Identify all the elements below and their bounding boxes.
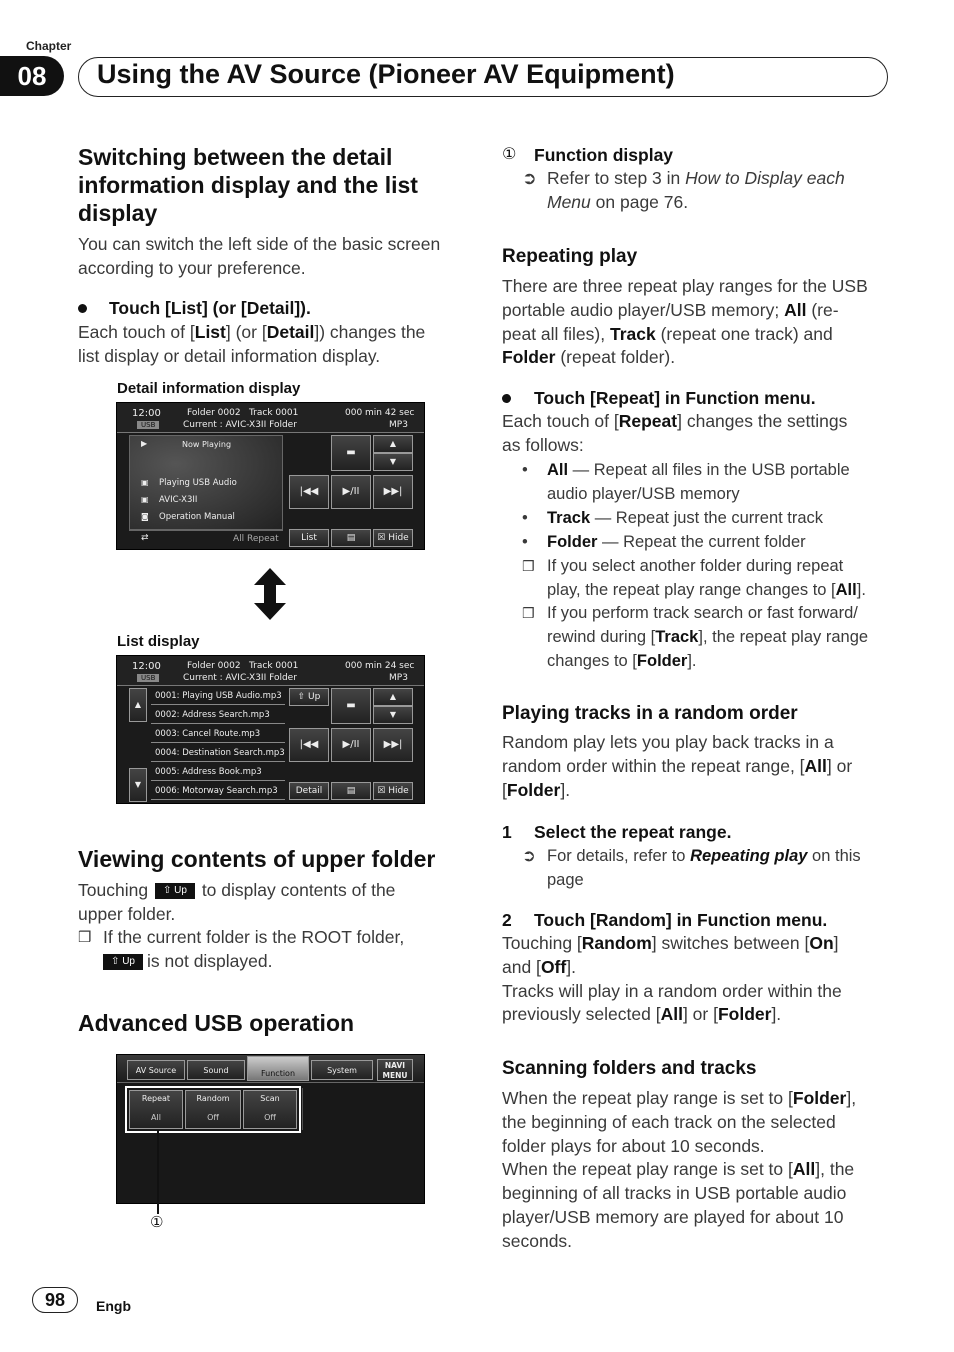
function-display-title: ① Function display	[502, 145, 674, 165]
up-button-inline: ⇧ Up	[155, 883, 195, 899]
album-icon: ◙	[141, 512, 149, 521]
upper-folder-heading: Viewing contents of upper folder	[78, 846, 436, 872]
menu-icon: ▤	[346, 786, 356, 796]
arrow-right-icon: ➲	[522, 847, 536, 865]
bullet-icon: •	[522, 461, 528, 479]
switching-intro: You can switch the left side of the basic screen according to your preference.	[78, 234, 441, 278]
play-pause-button[interactable]: ▶/II	[331, 728, 371, 762]
function-menu-screenshot	[116, 1054, 425, 1204]
list-item[interactable]: 0005: Address Book.mp3	[151, 764, 285, 781]
down-arrow-button[interactable]: ▼	[373, 706, 413, 724]
chapter-label: Chapter	[26, 39, 72, 53]
track-number: Track 0001	[249, 408, 299, 418]
folder-button[interactable]	[331, 688, 371, 724]
bullet-icon: •	[522, 533, 528, 551]
folder-number: Folder 0002	[187, 661, 241, 671]
list-item[interactable]: 0004: Destination Search.mp3	[151, 745, 285, 762]
close-box-icon: ☒	[377, 533, 389, 543]
arrow-right-icon: ➲	[522, 168, 537, 188]
elapsed-time: 000 min 24 sec	[345, 661, 415, 671]
folder-name: AVIC-X3II	[159, 495, 198, 505]
up-arrow-button[interactable]: ▲	[373, 688, 413, 706]
scan-button[interactable]: Scan Off	[243, 1090, 297, 1129]
play-icon: ▶	[141, 439, 148, 448]
random-desc: Random play lets you play back tracks in a random order within the repeat range, [All] or [Folder].	[502, 732, 853, 800]
down-arrow-button[interactable]: ▼	[373, 453, 413, 471]
repeat-icon: ⇄	[141, 533, 149, 543]
menu-button[interactable]	[331, 529, 371, 547]
hide-button[interactable]: ☒ Hide	[373, 529, 413, 547]
bullet-dot-icon	[502, 394, 511, 403]
advanced-usb-heading: Advanced USB operation	[78, 1010, 355, 1036]
upper-folder-note: ❒ If the current folder is the ROOT folder, ⇧ Up is not displayed.	[78, 927, 405, 971]
list-item: • Track — Repeat just the current track	[522, 506, 902, 530]
random-step-2: 2 Touch [Random] in Function menu.	[502, 910, 828, 930]
now-playing-label: Now Playing	[182, 440, 232, 449]
upper-folder-desc: Touching ⇧ Up to display contents of the upper folder.	[78, 880, 396, 924]
callout-marker: ①	[150, 1214, 164, 1231]
tab-system[interactable]: System	[311, 1060, 373, 1080]
note-box-icon: ❒	[522, 605, 535, 621]
clock: 12:00	[132, 408, 161, 419]
callout-line	[157, 1130, 159, 1214]
menu-button[interactable]	[331, 782, 371, 800]
next-track-button[interactable]: ▶▶|	[373, 728, 413, 762]
scroll-down-button[interactable]: ▼	[129, 768, 147, 802]
up-folder-button[interactable]: ⇧ Up	[289, 688, 329, 706]
play-pause-button[interactable]: ▶/II	[331, 475, 371, 509]
repeating-desc: There are three repeat play ranges for the USB portable audio player/USB memory; All (re- peat all files), Track (repeat one track) and Folder (repeat folder).	[502, 276, 868, 368]
switching-heading: Switching between the detail information display and the list display	[78, 144, 418, 226]
scanning-desc: When the repeat play range is set to [Folder], the beginning of each track on the selected folder plays for about 10 seconds. When the repeat play range is set to [All], the beginning of all tracks in USB portable audio player/USB memory are played for about 10 seconds.	[502, 1088, 857, 1251]
usb-badge: USB	[137, 421, 159, 429]
function-display-ref: ➲ Refer to step 3 in How to Display each Menu on page 76.	[522, 168, 845, 212]
tab-sound[interactable]: Sound	[187, 1060, 245, 1080]
repeat-button[interactable]: Repeat All	[129, 1090, 183, 1129]
list-item: • All — Repeat all files in the USB portable audio player/USB memory	[522, 458, 902, 506]
random-step-1-note: ➲ For details, refer to Repeating play on this page	[522, 844, 902, 892]
switching-desc: Each touch of [List] (or [Detail]) changes the list display or detail information display.	[78, 322, 426, 366]
note-box-icon: ❒	[78, 929, 92, 946]
list-item[interactable]: 0001: Playing USB Audio.mp3	[151, 688, 285, 705]
file-format: MP3	[389, 673, 408, 683]
note-item: ❒ If you select another folder during repeat play, the repeat play range changes to [All].	[522, 554, 902, 602]
folder-button[interactable]	[331, 435, 371, 471]
next-track-button[interactable]: ▶▶|	[373, 475, 413, 509]
chapter-number: 08	[0, 56, 64, 96]
detail-button[interactable]: Detail	[289, 782, 329, 800]
artist-icon: ▣	[141, 495, 149, 504]
random-step-1: 1 Select the repeat range.	[502, 822, 732, 842]
list-item[interactable]: 0003: Cancel Route.mp3	[151, 726, 285, 743]
up-button-inline: ⇧ Up	[103, 954, 143, 970]
up-arrow-icon: ⇧	[297, 692, 309, 702]
note-item: ❒ If you perform track search or fast forward/ rewind during [Track], the repeat play range changes to [Folder].	[522, 601, 902, 673]
switching-step: Touch [List] (or [Detail]).	[78, 296, 478, 320]
list-item: • Folder — Repeat the current folder	[522, 530, 902, 554]
song-title: Playing USB Audio	[159, 478, 237, 488]
repeat-step: Touch [Repeat] in Function menu.	[502, 386, 816, 410]
detail-info-screenshot	[116, 402, 425, 550]
track-number: Track 0001	[249, 661, 299, 671]
album-name: Operation Manual	[159, 512, 235, 522]
current-folder: Current : AVIC-X3II Folder	[183, 673, 297, 683]
clock: 12:00	[132, 661, 161, 672]
folder-number: Folder 0002	[187, 408, 241, 418]
usb-badge: USB	[137, 674, 159, 682]
list-display-screenshot	[116, 655, 425, 804]
hide-button[interactable]: ☒ Hide	[373, 782, 413, 800]
random-button[interactable]: Random Off	[185, 1090, 241, 1129]
prev-track-button[interactable]: |◀◀	[289, 728, 329, 762]
bullet-icon: •	[522, 509, 528, 527]
detail-caption: Detail information display	[117, 380, 301, 397]
list-item[interactable]: 0002: Address Search.mp3	[151, 707, 285, 724]
list-button[interactable]: List	[289, 529, 329, 547]
song-icon: ▣	[141, 478, 149, 487]
prev-track-button[interactable]: |◀◀	[289, 475, 329, 509]
folder-icon: ▬	[346, 447, 356, 458]
repeat-status: All Repeat	[233, 534, 279, 544]
list-caption: List display	[117, 633, 200, 650]
bullet-dot-icon	[78, 304, 87, 313]
scroll-up-button[interactable]: ▲	[129, 688, 147, 722]
divider	[302, 1088, 303, 1130]
random-heading: Playing tracks in a random order	[502, 703, 798, 724]
file-format: MP3	[389, 420, 408, 430]
language-code: Engb	[96, 1298, 131, 1314]
tab-av-source[interactable]: AV Source	[127, 1060, 185, 1080]
navi-menu-button[interactable]: NAVI MENU	[377, 1059, 413, 1081]
current-folder: Current : AVIC-X3II Folder	[183, 420, 297, 430]
elapsed-time: 000 min 42 sec	[345, 408, 415, 418]
up-arrow-button[interactable]: ▲	[373, 435, 413, 453]
page-number: 98	[32, 1287, 78, 1313]
scanning-heading: Scanning folders and tracks	[502, 1058, 757, 1079]
repeat-step-desc: Each touch of [Repeat] changes the settings as follows:	[502, 411, 848, 455]
menu-icon: ▤	[346, 533, 356, 543]
repeating-heading: Repeating play	[502, 246, 638, 267]
tab-function[interactable]: Function	[247, 1056, 309, 1081]
note-box-icon: ❒	[522, 558, 535, 574]
folder-icon: ▬	[346, 700, 356, 711]
close-box-icon: ☒	[377, 786, 389, 796]
list-item[interactable]: 0006: Motorway Search.mp3	[151, 783, 285, 800]
swap-arrow-icon	[250, 568, 290, 620]
marker-1: ①	[502, 146, 517, 163]
chapter-title: Using the AV Source (Pioneer AV Equipment)	[97, 59, 675, 89]
random-step-2-desc: Touching [Random] switches between [On] and [Off]. Tracks will play in a random order within the previously selected [All] or [Folder].	[502, 933, 842, 1025]
